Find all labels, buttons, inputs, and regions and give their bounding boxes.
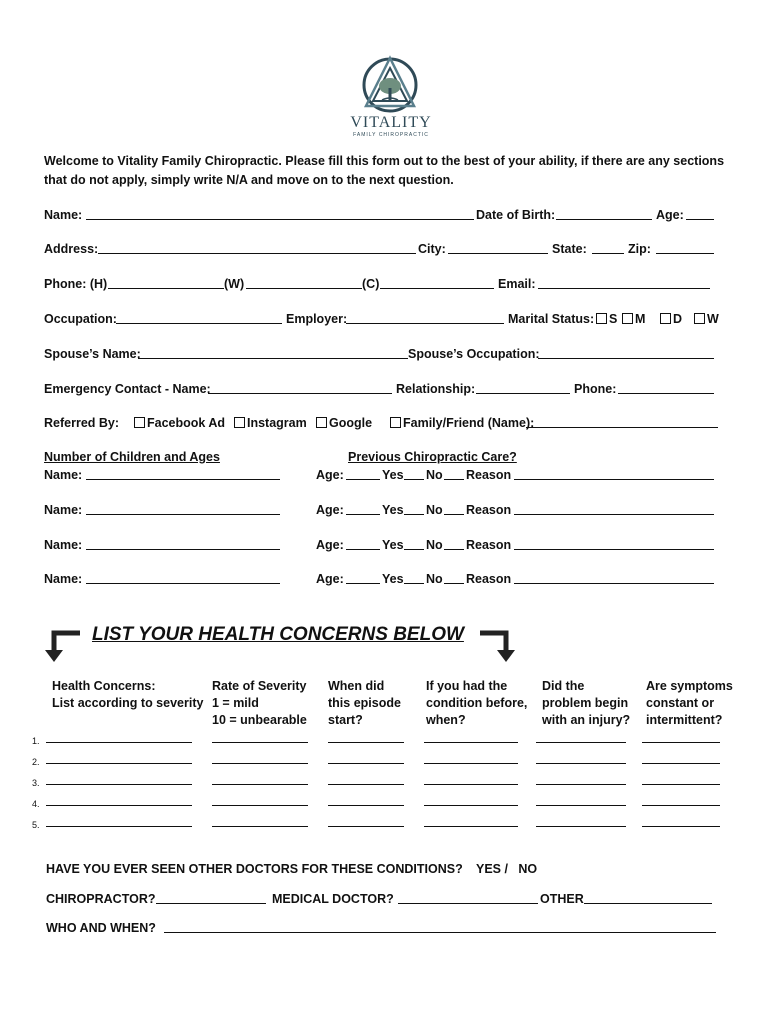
who-when-label: WHO AND WHEN? <box>46 921 156 935</box>
injury-field[interactable] <box>536 784 626 785</box>
referred-facebook-option[interactable]: Facebook Ad <box>134 415 225 431</box>
concern-row-number: 2. <box>32 757 40 767</box>
marital-m-option[interactable]: M <box>622 311 645 327</box>
child-name-label: Name: <box>44 538 83 552</box>
injury-field[interactable] <box>536 826 626 827</box>
prev-age-label: Age: <box>316 538 344 552</box>
phone-home-field[interactable] <box>108 276 224 289</box>
prev-reason-label: Reason <box>466 538 512 552</box>
logo-name: VITALITY <box>350 114 432 131</box>
concern-row-number: 3. <box>32 778 40 788</box>
row-spouse <box>44 346 734 362</box>
prev-age-label: Age: <box>316 468 344 482</box>
prev-no-label: No <box>426 503 443 517</box>
vitality-logo <box>350 54 430 138</box>
referred-google-option[interactable]: Google <box>316 415 372 431</box>
concern-field[interactable] <box>46 826 192 827</box>
phone-home-label: Phone: (H) <box>44 277 108 291</box>
prev-reason-label: Reason <box>466 503 512 517</box>
prev-yes-field[interactable] <box>404 467 424 480</box>
referred-instagram-option[interactable]: Instagram <box>234 415 307 431</box>
prev-yes-field[interactable] <box>404 502 424 515</box>
child-name-field[interactable] <box>86 571 280 584</box>
prior-condition-field[interactable] <box>424 805 518 806</box>
row-referred <box>44 415 734 431</box>
episode-start-field[interactable] <box>328 784 404 785</box>
col-severity: Rate of Severity 1 = mild 10 = unbearable <box>212 679 307 727</box>
col-symptoms: Are symptoms constant or intermittent? <box>646 679 733 727</box>
severity-field[interactable] <box>212 805 308 806</box>
relationship-field[interactable] <box>476 381 570 394</box>
col-injury: Did the problem begin with an injury? <box>542 679 631 727</box>
phone-work-label: (W) <box>224 277 245 291</box>
prev-no-field[interactable] <box>444 467 464 480</box>
prev-no-field[interactable] <box>444 502 464 515</box>
prev-no-field[interactable] <box>444 571 464 584</box>
yes-no-answer[interactable]: YES / NO <box>476 862 538 876</box>
age-field[interactable] <box>686 207 714 220</box>
episode-start-field[interactable] <box>328 763 404 764</box>
child-care-row <box>44 537 734 553</box>
referred-name-field[interactable] <box>526 415 718 428</box>
prev-no-label: No <box>426 572 443 586</box>
prev-reason-field[interactable] <box>514 467 714 480</box>
employer-field[interactable] <box>346 311 504 324</box>
medical-doctor-label: MEDICAL DOCTOR? <box>272 892 394 906</box>
city-field[interactable] <box>448 241 548 254</box>
prev-yes-label: Yes <box>382 503 404 517</box>
episode-start-field[interactable] <box>328 742 404 743</box>
spouse-occupation-label: Spouse’s Occupation: <box>408 347 540 361</box>
prev-reason-field[interactable] <box>514 502 714 515</box>
checkbox-icon <box>316 417 327 428</box>
health-concerns-title: LIST YOUR HEALTH CONCERNS BELOW <box>92 624 464 645</box>
row-emergency <box>44 381 734 397</box>
col-health-concerns: Health Concerns: List according to severity <box>52 679 204 710</box>
age-label: Age: <box>656 208 684 222</box>
logo-subtitle: FAMILY CHIROPRACTIC <box>353 132 429 138</box>
prior-condition-field[interactable] <box>424 784 518 785</box>
other-field[interactable] <box>584 891 712 904</box>
referred-label: Referred By: <box>44 416 120 430</box>
medical-doctor-field[interactable] <box>398 891 538 904</box>
prev-yes-field[interactable] <box>404 537 424 550</box>
dob-label: Date of Birth: <box>476 208 556 222</box>
checkbox-icon <box>234 417 245 428</box>
prev-yes-label: Yes <box>382 572 404 586</box>
prior-condition-field[interactable] <box>424 826 518 827</box>
prev-age-field[interactable] <box>346 537 380 550</box>
injury-field[interactable] <box>536 763 626 764</box>
prev-age-field[interactable] <box>346 467 380 480</box>
child-name-field[interactable] <box>86 467 280 480</box>
injury-field[interactable] <box>536 805 626 806</box>
phone-cell-label: (C) <box>362 277 380 291</box>
prev-reason-label: Reason <box>466 468 512 482</box>
prev-age-field[interactable] <box>346 502 380 515</box>
col-episode-start: When did this episode start? <box>328 679 401 727</box>
emergency-name-field[interactable] <box>208 381 392 394</box>
prev-no-field[interactable] <box>444 537 464 550</box>
city-label: City: <box>418 242 446 256</box>
name-label: Name: <box>44 208 83 222</box>
symptoms-field[interactable] <box>642 742 720 743</box>
occupation-label: Occupation: <box>44 312 117 326</box>
previous-care-heading: Previous Chiropractic Care? <box>348 450 517 464</box>
col-prior-condition: If you had the condition before, when? <box>426 679 528 727</box>
concern-field[interactable] <box>46 742 192 743</box>
symptoms-field[interactable] <box>642 826 720 827</box>
address-label: Address: <box>44 242 99 256</box>
arrow-down-right-icon <box>478 630 520 664</box>
tree-triangle-icon <box>350 54 430 116</box>
child-care-row <box>44 502 734 518</box>
prev-reason-label: Reason <box>466 572 512 586</box>
concern-row-number: 5. <box>32 820 40 830</box>
prev-yes-field[interactable] <box>404 571 424 584</box>
concern-field[interactable] <box>46 784 192 785</box>
marital-label: Marital Status: <box>508 312 595 326</box>
child-name-label: Name: <box>44 503 83 517</box>
chiropractor-field[interactable] <box>156 891 266 904</box>
checkbox-icon <box>694 313 705 324</box>
prev-reason-field[interactable] <box>514 537 714 550</box>
prev-no-label: No <box>426 538 443 552</box>
prev-reason-field[interactable] <box>514 571 714 584</box>
other-doctors-question: HAVE YOU EVER SEEN OTHER DOCTORS FOR THESE CONDITIONS? <box>46 862 463 876</box>
dob-field[interactable] <box>556 207 652 220</box>
concern-field[interactable] <box>46 763 192 764</box>
checkbox-icon <box>660 313 671 324</box>
row-name <box>44 207 734 223</box>
row-phone <box>44 276 734 292</box>
state-label: State: <box>552 242 587 256</box>
marital-s-option[interactable]: S <box>596 311 617 327</box>
phone-cell-field[interactable] <box>380 276 494 289</box>
state-field[interactable] <box>592 241 624 254</box>
row-who-when <box>44 920 734 936</box>
chiropractor-label: CHIROPRACTOR? <box>46 892 156 906</box>
spouse-name-field[interactable] <box>138 346 408 359</box>
marital-d-option[interactable]: D <box>660 311 682 327</box>
emergency-phone-field[interactable] <box>618 381 714 394</box>
episode-start-field[interactable] <box>328 805 404 806</box>
occupation-field[interactable] <box>116 311 282 324</box>
injury-field[interactable] <box>536 742 626 743</box>
name-field[interactable] <box>86 207 474 220</box>
checkbox-icon <box>622 313 633 324</box>
spouse-name-label: Spouse’s Name: <box>44 347 141 361</box>
child-care-row <box>44 467 734 483</box>
concern-field[interactable] <box>46 805 192 806</box>
zip-field[interactable] <box>656 241 714 254</box>
employer-label: Employer: <box>286 312 348 326</box>
row-occupation <box>44 311 734 327</box>
other-label: OTHER <box>540 892 584 906</box>
emergency-label: Emergency Contact - Name: <box>44 382 211 396</box>
intro-text: Welcome to Vitality Family Chiropractic. Please fill this form out to the best of your ability, if there are any sections that do not apply, simply write N/A and move on to the next question. <box>44 154 725 187</box>
children-heading: Number of Children and Ages <box>44 450 220 464</box>
prev-age-label: Age: <box>316 503 344 517</box>
address-field[interactable] <box>98 241 416 254</box>
spouse-occupation-field[interactable] <box>538 346 714 359</box>
zip-label: Zip: <box>628 242 651 256</box>
referred-family-option[interactable]: Family/Friend (Name): <box>390 415 534 431</box>
prev-no-label: No <box>426 468 443 482</box>
prior-condition-field[interactable] <box>424 763 518 764</box>
severity-field[interactable] <box>212 763 308 764</box>
concern-row-number: 4. <box>32 799 40 809</box>
severity-field[interactable] <box>212 826 308 827</box>
child-name-field[interactable] <box>86 502 280 515</box>
marital-w-option[interactable]: W <box>694 311 719 327</box>
episode-start-field[interactable] <box>328 826 404 827</box>
who-when-field[interactable] <box>164 920 716 933</box>
child-name-label: Name: <box>44 468 83 482</box>
symptoms-field[interactable] <box>642 763 720 764</box>
row-address <box>44 241 734 257</box>
prev-age-field[interactable] <box>346 571 380 584</box>
prev-yes-label: Yes <box>382 538 404 552</box>
prev-yes-label: Yes <box>382 468 404 482</box>
severity-field[interactable] <box>212 742 308 743</box>
email-field[interactable] <box>538 276 710 289</box>
concern-row-number: 1. <box>32 736 40 746</box>
checkbox-icon <box>390 417 401 428</box>
checkbox-icon <box>134 417 145 428</box>
checkbox-icon <box>596 313 607 324</box>
phone-work-field[interactable] <box>246 276 362 289</box>
symptoms-field[interactable] <box>642 784 720 785</box>
prev-age-label: Age: <box>316 572 344 586</box>
email-label: Email: <box>498 277 536 291</box>
severity-field[interactable] <box>212 784 308 785</box>
emergency-phone-label: Phone: <box>574 382 617 396</box>
relationship-label: Relationship: <box>396 382 476 396</box>
symptoms-field[interactable] <box>642 805 720 806</box>
child-name-field[interactable] <box>86 537 280 550</box>
row-doctors <box>44 891 734 907</box>
prior-condition-field[interactable] <box>424 742 518 743</box>
child-care-row <box>44 571 734 587</box>
arrow-down-left-icon <box>40 630 82 664</box>
child-name-label: Name: <box>44 572 83 586</box>
